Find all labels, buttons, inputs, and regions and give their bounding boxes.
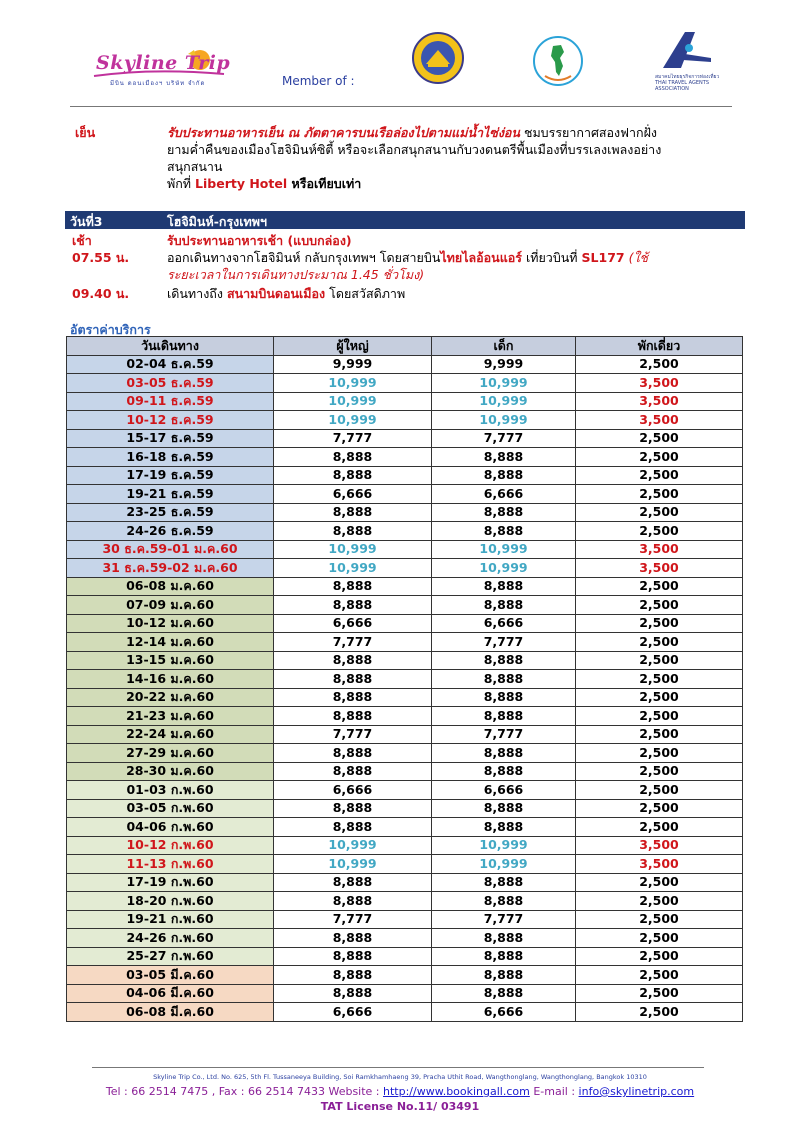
rate-row: [67, 540, 743, 559]
rate-date: 20-22 ม.ค.60: [67, 688, 274, 707]
time-1-text: [167, 249, 648, 266]
rate-row: [67, 429, 743, 448]
rate-single: 2,500: [576, 947, 743, 966]
header-divider: [70, 106, 732, 107]
rate-adult: 8,888: [274, 966, 432, 985]
rate-child: 8,888: [432, 688, 576, 707]
rate-date: 15-17 ธ.ค.59: [67, 429, 274, 448]
rate-child: 6,666: [432, 781, 576, 800]
time-1-text-a: ออกเดินทางจากโฮจิมินห์ กลับกรุงเทพฯ โดยสายบิน: [167, 250, 441, 265]
rate-child: 7,777: [432, 910, 576, 929]
footer-divider: [92, 1067, 704, 1068]
association-seal-icon: [412, 32, 464, 84]
rate-date: 25-27 ก.พ.60: [67, 947, 274, 966]
rate-adult: 9,999: [274, 355, 432, 374]
rate-adult: 10,999: [274, 559, 432, 578]
rate-child: 8,888: [432, 466, 576, 485]
rate-single: 3,500: [576, 374, 743, 393]
rate-child: 10,999: [432, 374, 576, 393]
rate-date: 10-12 ธ.ค.59: [67, 411, 274, 430]
rate-row: [67, 818, 743, 837]
rate-date: 01-03 ก.พ.60: [67, 781, 274, 800]
rate-date: 09-11 ธ.ค.59: [67, 392, 274, 411]
rate-single: 2,500: [576, 966, 743, 985]
rate-child: 8,888: [432, 947, 576, 966]
time-1-note-a: (ใช้: [624, 250, 649, 265]
time-2-text-a: เดินทางถึง: [167, 286, 227, 301]
rate-row: [67, 688, 743, 707]
rate-adult: 8,888: [274, 707, 432, 726]
rate-single: 2,500: [576, 1003, 743, 1022]
rate-child: 10,999: [432, 559, 576, 578]
rate-adult: 8,888: [274, 892, 432, 911]
rate-child: 6,666: [432, 614, 576, 633]
rate-adult: 8,888: [274, 466, 432, 485]
rate-row: [67, 725, 743, 744]
footer-contact-a: Tel : 66 2514 7475 , Fax : 66 2514 7433 Website :: [105, 1085, 384, 1098]
time-1-note-b: ระยะเวลาในการเดินทางประมาณ 1.45 ชั่วโมง): [167, 267, 425, 282]
rate-adult: 8,888: [274, 818, 432, 837]
email-link[interactable]: info@skylinetrip.com: [578, 1085, 695, 1098]
rate-row: [67, 503, 743, 522]
rate-row: [67, 1003, 743, 1022]
evening-line-3: สนุกสนาน: [167, 159, 223, 174]
rate-adult: 6,666: [274, 1003, 432, 1022]
rate-date: 10-12 ก.พ.60: [67, 836, 274, 855]
rate-single: 3,500: [576, 855, 743, 874]
rate-adult: 8,888: [274, 929, 432, 948]
rate-row: [67, 984, 743, 1003]
rate-row: [67, 448, 743, 467]
rate-adult: 7,777: [274, 429, 432, 448]
rate-single: 3,500: [576, 411, 743, 430]
rate-single: 2,500: [576, 892, 743, 911]
tta-label-thai: สมาคมไทยธุรกิจการท่องเที่ยว: [655, 74, 720, 80]
rate-date: 16-18 ธ.ค.59: [67, 448, 274, 467]
rate-child: 8,888: [432, 522, 576, 541]
rate-single: 2,500: [576, 355, 743, 374]
rate-row: [67, 633, 743, 652]
rates-title: อัตราค่าบริการ: [70, 322, 151, 337]
rate-adult: 8,888: [274, 744, 432, 763]
rate-single: 2,500: [576, 429, 743, 448]
rate-date: 17-19 ธ.ค.59: [67, 466, 274, 485]
evening-line-1-rest: ชมบรรยากาศสองฟากฝั่ง: [519, 125, 658, 140]
rate-row: [67, 966, 743, 985]
rate-child: 10,999: [432, 855, 576, 874]
rate-row: [67, 744, 743, 763]
rate-adult: 8,888: [274, 503, 432, 522]
rate-adult: 8,888: [274, 596, 432, 615]
rate-adult: 10,999: [274, 411, 432, 430]
rate-child: 8,888: [432, 799, 576, 818]
brand-name: Skyline Trip: [96, 52, 231, 74]
time-2-airport: สนามบินดอนเมือง: [226, 286, 326, 301]
rate-date: 06-08 ม.ค.60: [67, 577, 274, 596]
rates-table: [66, 336, 743, 1022]
rate-adult: 8,888: [274, 688, 432, 707]
time-2: 09.40 น.: [72, 286, 130, 301]
rate-single: 2,500: [576, 799, 743, 818]
rate-row: [67, 374, 743, 393]
rate-child: 8,888: [432, 984, 576, 1003]
rate-adult: 10,999: [274, 836, 432, 855]
rate-row: [67, 670, 743, 689]
rate-single: 2,500: [576, 762, 743, 781]
rate-date: 17-19 ก.พ.60: [67, 873, 274, 892]
rate-date: 06-08 มี.ค.60: [67, 1003, 274, 1022]
rate-date: 28-30 ม.ค.60: [67, 762, 274, 781]
evening-line-1: [167, 124, 657, 141]
rate-row: [67, 707, 743, 726]
rate-row: [67, 762, 743, 781]
rate-row: [67, 522, 743, 541]
rate-child: 10,999: [432, 392, 576, 411]
rate-adult: 7,777: [274, 633, 432, 652]
rate-single: 2,500: [576, 522, 743, 541]
rate-child: 8,888: [432, 966, 576, 985]
rate-single: 2,500: [576, 818, 743, 837]
rate-adult: 8,888: [274, 984, 432, 1003]
rate-date: 03-05 มี.ค.60: [67, 966, 274, 985]
header-adult: ผู้ใหญ่: [274, 337, 432, 356]
rate-adult: 8,888: [274, 670, 432, 689]
brand-logo: [92, 46, 232, 94]
time-1-flight: SL177: [581, 250, 625, 265]
footer-address: Skyline Trip Co., Ltd. No. 625, 5th Fl. Tussaneeya Building, Soi Ramkhamhaeng 39, Pracha Uthit Road, Wangthonglang, Wangthonglang, Bangkok 10310: [153, 1073, 647, 1081]
rate-adult: 6,666: [274, 485, 432, 504]
rate-date: 30 ธ.ค.59-01 ม.ค.60: [67, 540, 274, 559]
rate-single: 2,500: [576, 503, 743, 522]
rate-date: 14-16 ม.ค.60: [67, 670, 274, 689]
rate-date: 24-26 ธ.ค.59: [67, 522, 274, 541]
tta-label: [655, 74, 725, 92]
rate-date: 22-24 ม.ค.60: [67, 725, 274, 744]
rate-date: 02-04 ธ.ค.59: [67, 355, 274, 374]
rate-row: [67, 929, 743, 948]
rate-child: 10,999: [432, 411, 576, 430]
rate-row: [67, 651, 743, 670]
rate-adult: 8,888: [274, 651, 432, 670]
rate-row: [67, 614, 743, 633]
rate-row: [67, 892, 743, 911]
time-1-airline: ไทยไลอ้อนแอร์: [440, 250, 522, 265]
member-of-label: Member of :: [282, 74, 355, 88]
rate-adult: 8,888: [274, 873, 432, 892]
hotel-suffix: หรือเทียบเท่า: [287, 176, 362, 191]
rate-date: 03-05 ก.พ.60: [67, 799, 274, 818]
rate-child: 8,888: [432, 651, 576, 670]
rate-single: 3,500: [576, 559, 743, 578]
rate-date: 23-25 ธ.ค.59: [67, 503, 274, 522]
rate-row: [67, 355, 743, 374]
rate-single: 2,500: [576, 688, 743, 707]
rate-row: [67, 855, 743, 874]
evening-dinner-text: รับประทานอาหารเย็น ณ ภัตตาคารบนเรือล่องไปตามแม่น้ำไซ่ง่อน: [167, 125, 520, 140]
day3-title: โฮจิมินห์-กรุงเทพฯ: [167, 214, 268, 229]
rate-single: 3,500: [576, 540, 743, 559]
rate-date: 24-26 ก.พ.60: [67, 929, 274, 948]
rate-row: [67, 910, 743, 929]
rate-single: 2,500: [576, 651, 743, 670]
tat-license: TAT License No.11/ 03491: [320, 1100, 480, 1113]
rate-single: 2,500: [576, 744, 743, 763]
morning-text: รับประทานอาหารเช้า (แบบกล่อง): [167, 233, 352, 248]
rate-adult: 7,777: [274, 910, 432, 929]
rate-row: [67, 411, 743, 430]
rate-single: 2,500: [576, 910, 743, 929]
rate-child: 8,888: [432, 448, 576, 467]
rate-row: [67, 485, 743, 504]
rate-child: 6,666: [432, 1003, 576, 1022]
rate-child: 10,999: [432, 836, 576, 855]
rate-child: 8,888: [432, 596, 576, 615]
rate-adult: 10,999: [274, 392, 432, 411]
rate-date: 11-13 ก.พ.60: [67, 855, 274, 874]
rate-adult: 8,888: [274, 947, 432, 966]
rate-adult: 8,888: [274, 522, 432, 541]
rate-child: 10,999: [432, 540, 576, 559]
rate-single: 2,500: [576, 725, 743, 744]
rate-single: 2,500: [576, 984, 743, 1003]
rate-child: 8,888: [432, 503, 576, 522]
rate-adult: 6,666: [274, 614, 432, 633]
rate-row: [67, 577, 743, 596]
rate-adult: 8,888: [274, 577, 432, 596]
rate-single: 2,500: [576, 596, 743, 615]
rate-date: 07-09 ม.ค.60: [67, 596, 274, 615]
rate-adult: 6,666: [274, 781, 432, 800]
rate-child: 8,888: [432, 744, 576, 763]
rate-child: 8,888: [432, 670, 576, 689]
time-1: 07.55 น.: [72, 250, 130, 265]
rate-child: 8,888: [432, 762, 576, 781]
rate-adult: 10,999: [274, 540, 432, 559]
rate-adult: 8,888: [274, 448, 432, 467]
rate-single: 2,500: [576, 466, 743, 485]
hotel-name: Liberty Hotel: [195, 176, 288, 191]
time-2-text: [167, 285, 405, 302]
rate-date: 21-23 ม.ค.60: [67, 707, 274, 726]
rate-single: 2,500: [576, 670, 743, 689]
rate-child: 7,777: [432, 429, 576, 448]
evening-label: เย็น: [75, 125, 96, 140]
evening-hotel-line: [167, 175, 361, 192]
rate-single: 2,500: [576, 577, 743, 596]
rate-single: 3,500: [576, 392, 743, 411]
rate-single: 3,500: [576, 836, 743, 855]
rate-single: 2,500: [576, 707, 743, 726]
rate-child: 8,888: [432, 929, 576, 948]
rate-child: 8,888: [432, 892, 576, 911]
rate-date: 31 ธ.ค.59-02 ม.ค.60: [67, 559, 274, 578]
rate-single: 2,500: [576, 929, 743, 948]
rate-date: 18-20 ก.พ.60: [67, 892, 274, 911]
rate-date: 04-06 ก.พ.60: [67, 818, 274, 837]
footer-contact-b: E-mail :: [529, 1085, 579, 1098]
rate-date: 27-29 ม.ค.60: [67, 744, 274, 763]
rate-adult: 10,999: [274, 374, 432, 393]
rate-row: [67, 836, 743, 855]
rate-child: 8,888: [432, 707, 576, 726]
rate-child: 8,888: [432, 873, 576, 892]
rate-single: 2,500: [576, 485, 743, 504]
rate-single: 2,500: [576, 633, 743, 652]
rate-single: 2,500: [576, 873, 743, 892]
rate-date: 04-06 มี.ค.60: [67, 984, 274, 1003]
header-single: พักเดี่ยว: [576, 337, 743, 356]
rate-single: 2,500: [576, 781, 743, 800]
rates-body: [67, 355, 743, 1021]
thailand-map-seal-icon: [533, 36, 583, 86]
rate-row: [67, 947, 743, 966]
rate-adult: 10,999: [274, 855, 432, 874]
rate-date: 03-05 ธ.ค.59: [67, 374, 274, 393]
time-1-text-b: เที่ยวบินที่: [522, 250, 582, 265]
rate-row: [67, 392, 743, 411]
rate-row: [67, 873, 743, 892]
rate-adult: 7,777: [274, 725, 432, 744]
tta-label-english: THAI TRAVEL AGENTS ASSOCIATION: [655, 80, 710, 92]
rate-row: [67, 596, 743, 615]
tta-airplane-icon: [655, 28, 715, 72]
morning-label: เช้า: [72, 233, 92, 248]
rates-header-row: [67, 337, 743, 356]
rate-date: 19-21 ธ.ค.59: [67, 485, 274, 504]
header-travel-date: วันเดินทาง: [67, 337, 274, 356]
website-link[interactable]: http://www.bookingall.com: [383, 1085, 530, 1098]
hotel-prefix: พักที่: [167, 176, 196, 191]
rate-row: [67, 799, 743, 818]
evening-line-2: ยามค่ำคืนของเมืองโฮจิมินห์ซิตี้ หรือจะเลือกสนุกสนานกับวงดนตรีพื้นเมืองที่บรรเลงเพลงอย่าง: [167, 142, 662, 157]
rate-date: 10-12 ม.ค.60: [67, 614, 274, 633]
brand-subtitle: มีบิน ดอนเมืองฯ บริษัท จำกัด: [110, 80, 206, 87]
rate-date: 12-14 ม.ค.60: [67, 633, 274, 652]
header-child: เด็ก: [432, 337, 576, 356]
day3-label: วันที่3: [70, 214, 103, 229]
rate-single: 2,500: [576, 614, 743, 633]
footer-contact: [0, 1085, 800, 1098]
time-2-text-b: โดยสวัสดิภาพ: [325, 286, 406, 301]
rate-child: 7,777: [432, 725, 576, 744]
rate-child: 7,777: [432, 633, 576, 652]
rate-child: 8,888: [432, 577, 576, 596]
rate-child: 8,888: [432, 818, 576, 837]
rate-date: 13-15 ม.ค.60: [67, 651, 274, 670]
rate-adult: 8,888: [274, 799, 432, 818]
rate-adult: 8,888: [274, 762, 432, 781]
rate-date: 19-21 ก.พ.60: [67, 910, 274, 929]
rate-row: [67, 559, 743, 578]
rate-row: [67, 466, 743, 485]
rate-child: 9,999: [432, 355, 576, 374]
rate-single: 2,500: [576, 448, 743, 467]
rate-row: [67, 781, 743, 800]
rate-child: 6,666: [432, 485, 576, 504]
day3-header-bar: [65, 211, 745, 229]
